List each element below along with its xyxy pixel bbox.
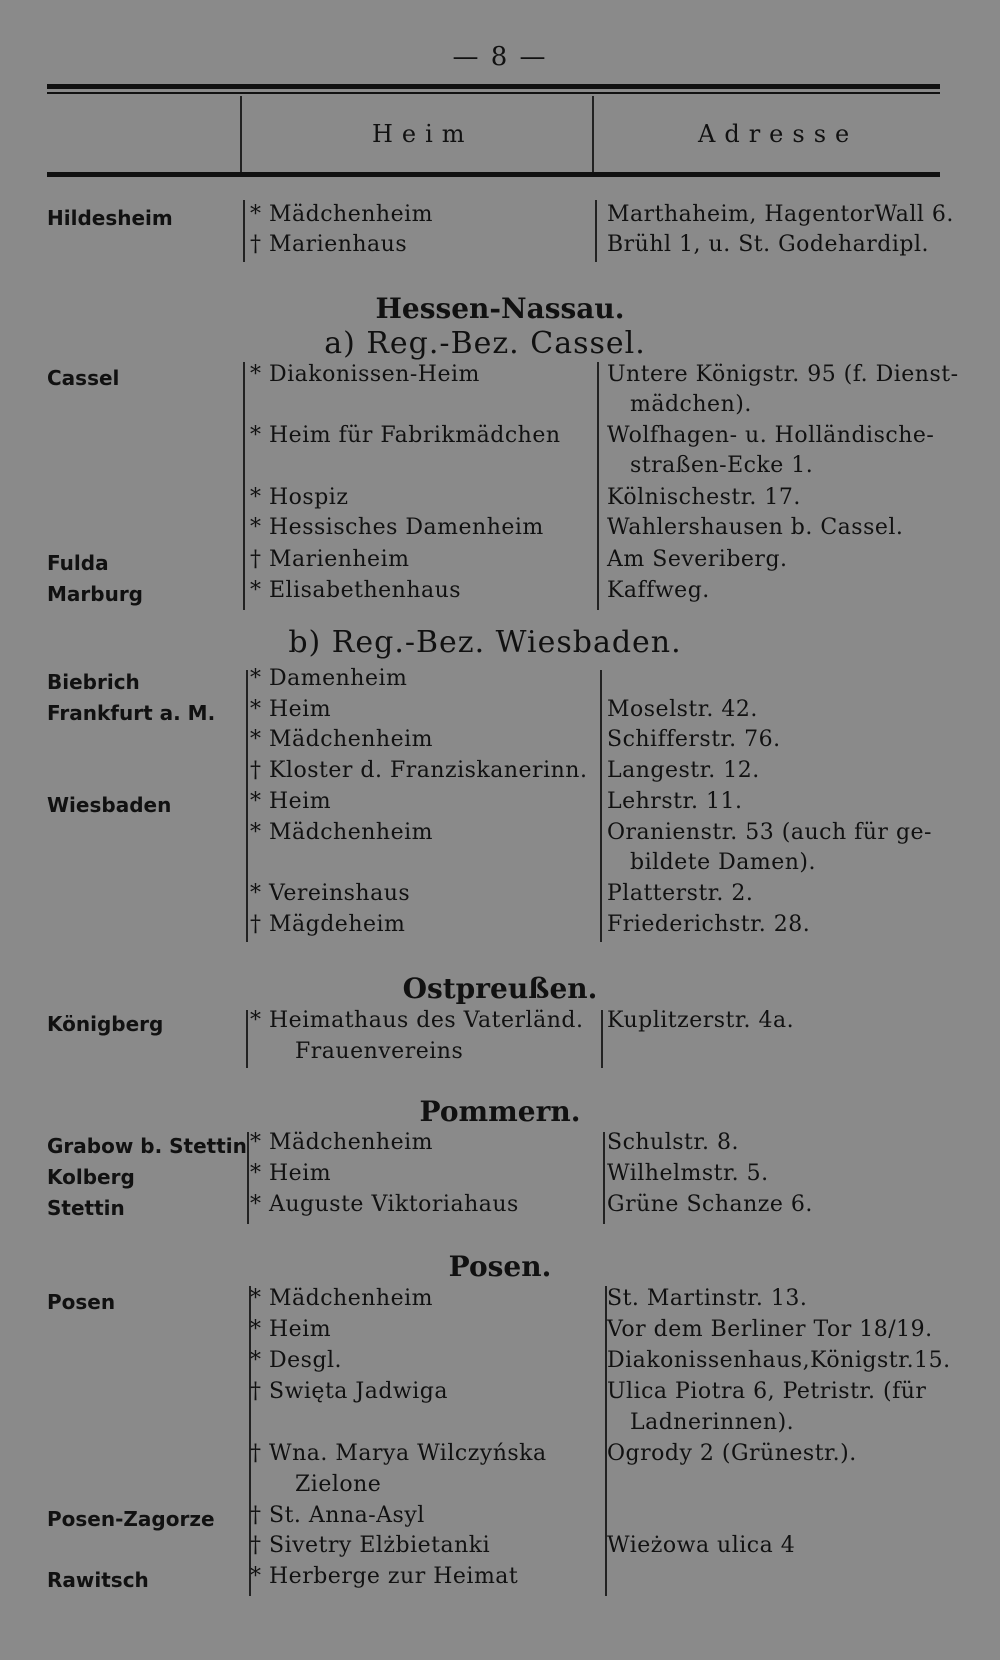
heim-name: † Swięta Jadwiga xyxy=(250,1379,448,1404)
heim-name: * Heimathaus des Vaterländ. xyxy=(250,1008,584,1033)
address: Oranienstr. 53 (auch für ge- xyxy=(607,820,932,845)
address: Friederichstr. 28. xyxy=(607,912,811,937)
table-row xyxy=(0,1410,1000,1442)
table-row xyxy=(0,912,1000,944)
address: Am Severiberg. xyxy=(607,547,788,572)
table-row xyxy=(0,547,1000,579)
address: Ulica Piotra 6, Petristr. (für xyxy=(607,1379,927,1404)
table-row xyxy=(0,392,1000,424)
heim-name: * Desgl. xyxy=(250,1348,343,1373)
table-row xyxy=(0,362,1000,394)
table-row xyxy=(0,881,1000,913)
address: Schifferstr. 76. xyxy=(607,727,781,752)
address: Langestr. 12. xyxy=(607,758,760,783)
address: Wieżowa ulica 4 xyxy=(607,1533,796,1558)
table-row xyxy=(0,1441,1000,1473)
heim-name: † Sivetry Elżbietanki xyxy=(250,1533,491,1558)
heim-name: Frauenvereins xyxy=(295,1039,464,1064)
heim-name: † Marienhaus xyxy=(250,232,408,257)
table-row xyxy=(0,578,1000,610)
address: St. Martinstr. 13. xyxy=(607,1286,808,1311)
column-header-adresse: Adresse xyxy=(698,120,859,148)
city-label: Posen-Zagorze xyxy=(47,1507,215,1531)
heim-name: † Wna. Marya Wilczyńska xyxy=(250,1441,547,1466)
city-label: Biebrich xyxy=(47,670,140,694)
address: Lehrstr. 11. xyxy=(607,789,743,814)
city-label: Posen xyxy=(47,1290,116,1314)
table-row xyxy=(0,697,1000,729)
table-row xyxy=(0,789,1000,821)
heim-name: * Mädchenheim xyxy=(250,820,433,845)
city-label: Hildesheim xyxy=(47,206,173,230)
heim-name: * Elisabethenhaus xyxy=(250,578,462,603)
heim-name: † Marienheim xyxy=(250,547,410,572)
heim-name: * Heim für Fabrikmädchen xyxy=(250,423,561,448)
heim-name: * Vereinshaus xyxy=(250,881,411,906)
heim-name: Zielone xyxy=(295,1472,382,1497)
table-row xyxy=(0,485,1000,517)
header-rule xyxy=(47,172,940,177)
subsection-heading-wiesbaden: b) Reg.-Bez. Wiesbaden. xyxy=(288,625,682,660)
heim-name: † St. Anna-Asyl xyxy=(250,1503,425,1528)
address: Vor dem Berliner Tor 18/19. xyxy=(607,1317,933,1342)
heim-name: * Damenheim xyxy=(250,666,408,691)
heim-name: * Hospiz xyxy=(250,485,349,510)
subsection-heading-cassel: a) Reg.-Bez. Cassel. xyxy=(324,326,646,361)
heim-name: * Auguste Viktoriahaus xyxy=(250,1192,519,1217)
heim-name: * Heim xyxy=(250,1161,332,1186)
table-row xyxy=(0,1533,1000,1565)
city-label: Cassel xyxy=(47,366,120,390)
heim-name: * Heim xyxy=(250,789,332,814)
city-label: Fulda xyxy=(47,551,109,575)
table-row xyxy=(0,515,1000,547)
address: Brühl 1, u. St. Godehardipl. xyxy=(607,232,930,257)
table-row xyxy=(0,1192,1000,1224)
heim-name: † Mägdeheim xyxy=(250,912,406,937)
table-row xyxy=(0,1286,1000,1318)
address: mädchen). xyxy=(630,392,752,417)
header-divider-left xyxy=(240,96,242,176)
table-row xyxy=(0,202,1000,234)
top-rule-thin xyxy=(47,92,940,94)
address: Wilhelmstr. 5. xyxy=(607,1161,769,1186)
section-heading-hessen: Hessen-Nassau. xyxy=(375,292,625,325)
column-header-heim: Heim xyxy=(372,120,474,148)
table-row xyxy=(0,1348,1000,1380)
table-row xyxy=(0,727,1000,759)
table-row xyxy=(0,1039,1000,1071)
city-label: Königberg xyxy=(47,1012,164,1036)
heim-name: * Mädchenheim xyxy=(250,727,433,752)
address: Untere Königstr. 95 (f. Dienst- xyxy=(607,362,959,387)
city-label: Grabow b. Stettin xyxy=(47,1134,247,1158)
address: Grüne Schanze 6. xyxy=(607,1192,813,1217)
heim-name: † Kloster d. Franziskanerinn. xyxy=(250,758,588,783)
heim-name: * Mädchenheim xyxy=(250,1130,433,1155)
address: Wolfhagen- u. Holländische- xyxy=(607,423,935,448)
heim-name: * Herberge zur Heimat xyxy=(250,1564,519,1589)
page-number: — 8 — xyxy=(452,42,548,72)
address: Marthaheim, HagentorWall 6. xyxy=(607,202,954,227)
address: bildete Damen). xyxy=(630,850,816,875)
table-row xyxy=(0,453,1000,485)
table-row xyxy=(0,232,1000,264)
address: Wahlershausen b. Cassel. xyxy=(607,515,904,540)
address: straßen-Ecke 1. xyxy=(630,453,814,478)
section-heading-ostpreussen: Ostpreußen. xyxy=(402,972,598,1005)
heim-name: * Mädchenheim xyxy=(250,1286,433,1311)
address: Ogrody 2 (Grünestr.). xyxy=(607,1441,857,1466)
table-row xyxy=(0,1472,1000,1504)
table-row xyxy=(0,423,1000,455)
table-row xyxy=(0,1130,1000,1162)
address: Kuplitzerstr. 4a. xyxy=(607,1008,795,1033)
table-row xyxy=(0,850,1000,882)
address: Kölnischestr. 17. xyxy=(607,485,801,510)
address: Platterstr. 2. xyxy=(607,881,754,906)
table-row xyxy=(0,1317,1000,1349)
table-row xyxy=(0,1161,1000,1193)
table-row xyxy=(0,820,1000,852)
address: Kaffweg. xyxy=(607,578,710,603)
city-label: Rawitsch xyxy=(47,1568,149,1592)
address: Moselstr. 42. xyxy=(607,697,758,722)
section-heading-posen: Posen. xyxy=(448,1250,552,1283)
city-label: Stettin xyxy=(47,1196,125,1220)
top-rule xyxy=(47,84,940,89)
table-row xyxy=(0,1379,1000,1411)
table-row xyxy=(0,1564,1000,1596)
heim-name: * Hessisches Damenheim xyxy=(250,515,544,540)
address: Schulstr. 8. xyxy=(607,1130,739,1155)
header-divider-right xyxy=(592,96,594,176)
city-label: Marburg xyxy=(47,582,143,606)
address: Diakonissenhaus,Königstr.15. xyxy=(607,1348,951,1373)
section-heading-pommern: Pommern. xyxy=(419,1095,581,1128)
table-row xyxy=(0,1503,1000,1535)
table-row xyxy=(0,1008,1000,1040)
city-label: Frankfurt a. M. xyxy=(47,701,216,725)
heim-name: * Heim xyxy=(250,1317,332,1342)
heim-name: * Heim xyxy=(250,697,332,722)
heim-name: * Diakonissen-Heim xyxy=(250,362,480,387)
table-row xyxy=(0,758,1000,790)
address: Ladnerinnen). xyxy=(630,1410,795,1435)
city-label: Wiesbaden xyxy=(47,793,172,817)
city-label: Kolberg xyxy=(47,1165,135,1189)
table-row xyxy=(0,666,1000,698)
heim-name: * Mädchenheim xyxy=(250,202,433,227)
